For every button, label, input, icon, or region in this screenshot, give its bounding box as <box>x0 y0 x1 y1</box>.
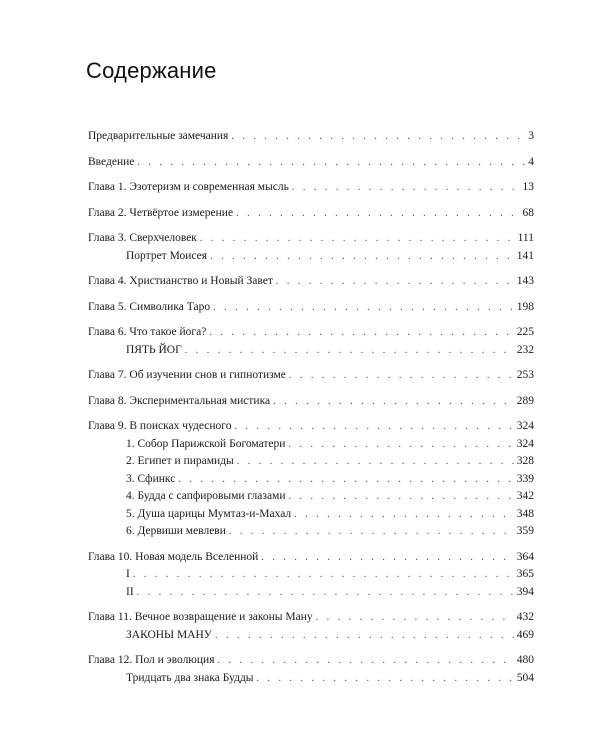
entry-title: 2. Египет и пирамиды <box>126 455 234 467</box>
dot-leader <box>289 367 514 385</box>
toc-group <box>88 179 534 197</box>
page-number: 328 <box>516 455 534 467</box>
page-number: 348 <box>516 507 534 520</box>
page-number: 111 <box>517 232 534 244</box>
dot-leader <box>288 436 513 454</box>
entry-title: Глава 6. Что такое йога? <box>88 326 207 338</box>
toc-entry[interactable] <box>88 179 534 197</box>
entry-title: Тридцать два знака Будды <box>126 671 254 684</box>
page-number: 4 <box>528 155 534 168</box>
toc-entry[interactable] <box>88 230 534 248</box>
entry-title: Глава 4. Христианство и Новый Завет <box>88 275 273 287</box>
toc-subentry[interactable] <box>88 436 534 454</box>
toc-subentry[interactable] <box>88 670 534 688</box>
page-number: 469 <box>516 628 534 641</box>
toc-subentry[interactable] <box>88 453 534 471</box>
dot-leader <box>200 230 515 248</box>
dot-leader <box>234 418 513 436</box>
toc-entry[interactable] <box>88 154 534 172</box>
entry-title: Портрет Моисея <box>126 249 208 262</box>
entry-title: Глава 5. Символика Таро <box>88 300 211 313</box>
page-number: 394 <box>516 585 534 598</box>
toc-subentry[interactable] <box>88 566 534 584</box>
page-number: 253 <box>516 369 534 381</box>
dot-leader <box>185 342 514 360</box>
page-number: 141 <box>516 249 534 262</box>
page-number: 342 <box>516 490 534 502</box>
toc-group <box>88 205 534 223</box>
toc-entry[interactable] <box>88 324 534 342</box>
dot-leader <box>133 566 514 584</box>
entry-title: 5. Душа царицы Мумтаз-и-Махал <box>126 507 292 520</box>
page-title: Содержание <box>86 58 217 83</box>
toc-group <box>88 299 534 317</box>
dot-leader <box>231 128 525 146</box>
dot-leader <box>137 154 525 172</box>
entry-title: 6. Дервиши мевлеви <box>126 525 226 537</box>
page-number: 480 <box>516 654 534 666</box>
entry-title: Глава 12. Пол и эволюция <box>88 654 215 666</box>
page-number: 364 <box>516 550 534 563</box>
page-number: 339 <box>516 472 534 485</box>
dot-leader <box>210 248 514 266</box>
page-number: 198 <box>516 300 534 313</box>
toc-subentry[interactable] <box>88 342 534 360</box>
page-number: 232 <box>516 343 534 356</box>
toc-entry[interactable] <box>88 128 534 146</box>
toc-subentry[interactable] <box>88 523 534 541</box>
page-number: 13 <box>522 181 534 193</box>
toc-group <box>88 273 534 291</box>
entry-title: Глава 10. Новая модель Вселенной <box>88 550 259 563</box>
toc-entry[interactable] <box>88 205 534 223</box>
dot-leader <box>236 205 519 223</box>
page-number: 365 <box>516 568 534 580</box>
page-number: 432 <box>516 611 534 623</box>
page-number: 68 <box>522 206 534 219</box>
dot-leader <box>237 453 514 471</box>
entry-title: II <box>126 585 134 598</box>
toc-group <box>88 652 534 687</box>
entry-title: Глава 1. Эзотеризм и современная мысль <box>88 181 289 193</box>
page-number: 225 <box>516 326 534 338</box>
toc-subentry[interactable] <box>88 584 534 602</box>
toc-entry[interactable] <box>88 609 534 627</box>
toc-group <box>88 230 534 265</box>
entry-title: Введение <box>88 155 135 168</box>
page-number: 324 <box>516 437 534 450</box>
dot-leader <box>316 609 514 627</box>
toc-entry[interactable] <box>88 299 534 317</box>
entry-title: Глава 8. Экспериментальная мистика <box>88 394 271 407</box>
dot-leader <box>294 506 514 524</box>
toc-entry[interactable] <box>88 393 534 411</box>
toc-group <box>88 393 534 411</box>
entry-title: Глава 2. Четвёртое измерение <box>88 206 234 219</box>
page-number: 359 <box>516 525 534 537</box>
page-number: 143 <box>516 275 534 287</box>
toc-entry[interactable] <box>88 367 534 385</box>
entry-title: Глава 7. Об изучении снов и гипнотизме <box>88 369 286 381</box>
dot-leader <box>209 324 513 342</box>
dot-leader <box>257 670 514 688</box>
toc-subentry[interactable] <box>88 471 534 489</box>
dot-leader <box>276 273 514 291</box>
entry-title: Глава 9. В поисках чудесного <box>88 420 232 432</box>
dot-leader <box>213 299 514 317</box>
entry-title: ЗАКОНЫ МАНУ <box>126 628 212 641</box>
entry-title: 1. Собор Парижской Богоматери <box>126 437 286 450</box>
entry-title: Глава 11. Вечное возвращение и законы Ману <box>88 611 313 623</box>
toc-group <box>88 418 534 541</box>
toc-subentry[interactable] <box>88 248 534 266</box>
dot-leader <box>292 179 520 197</box>
entry-title: Глава 3. Сверхчеловек <box>88 232 197 244</box>
dot-leader <box>218 652 514 670</box>
toc-entry[interactable] <box>88 418 534 436</box>
dot-leader <box>288 488 513 506</box>
page-number: 324 <box>516 420 534 432</box>
page-number: 504 <box>516 671 534 684</box>
toc-subentry[interactable] <box>88 627 534 645</box>
entry-title: Предварительные замечания <box>88 130 229 142</box>
entry-title: 3. Сфинкс <box>126 472 176 485</box>
dot-leader <box>273 393 514 411</box>
toc-group <box>88 609 534 644</box>
page-number: 289 <box>516 394 534 407</box>
entry-title: ПЯТЬ ЙОГ <box>126 343 182 356</box>
toc-entry[interactable] <box>88 652 534 670</box>
toc-group <box>88 128 534 146</box>
toc-subentry[interactable] <box>88 506 534 524</box>
entry-title: I <box>126 568 130 580</box>
page-number: 3 <box>528 130 534 142</box>
toc-group <box>88 154 534 172</box>
toc-entry[interactable] <box>88 273 534 291</box>
dot-leader <box>215 627 514 645</box>
dot-leader <box>229 523 514 541</box>
toc-entry[interactable] <box>88 549 534 567</box>
entry-title: 4. Будда с сапфировыми глазами <box>126 490 286 502</box>
toc-group <box>88 367 534 385</box>
toc-subentry[interactable] <box>88 488 534 506</box>
toc-group <box>88 324 534 359</box>
toc-group <box>88 549 534 602</box>
table-of-contents <box>88 128 534 695</box>
dot-leader <box>261 549 513 567</box>
dot-leader <box>137 584 514 602</box>
dot-leader <box>178 471 513 489</box>
